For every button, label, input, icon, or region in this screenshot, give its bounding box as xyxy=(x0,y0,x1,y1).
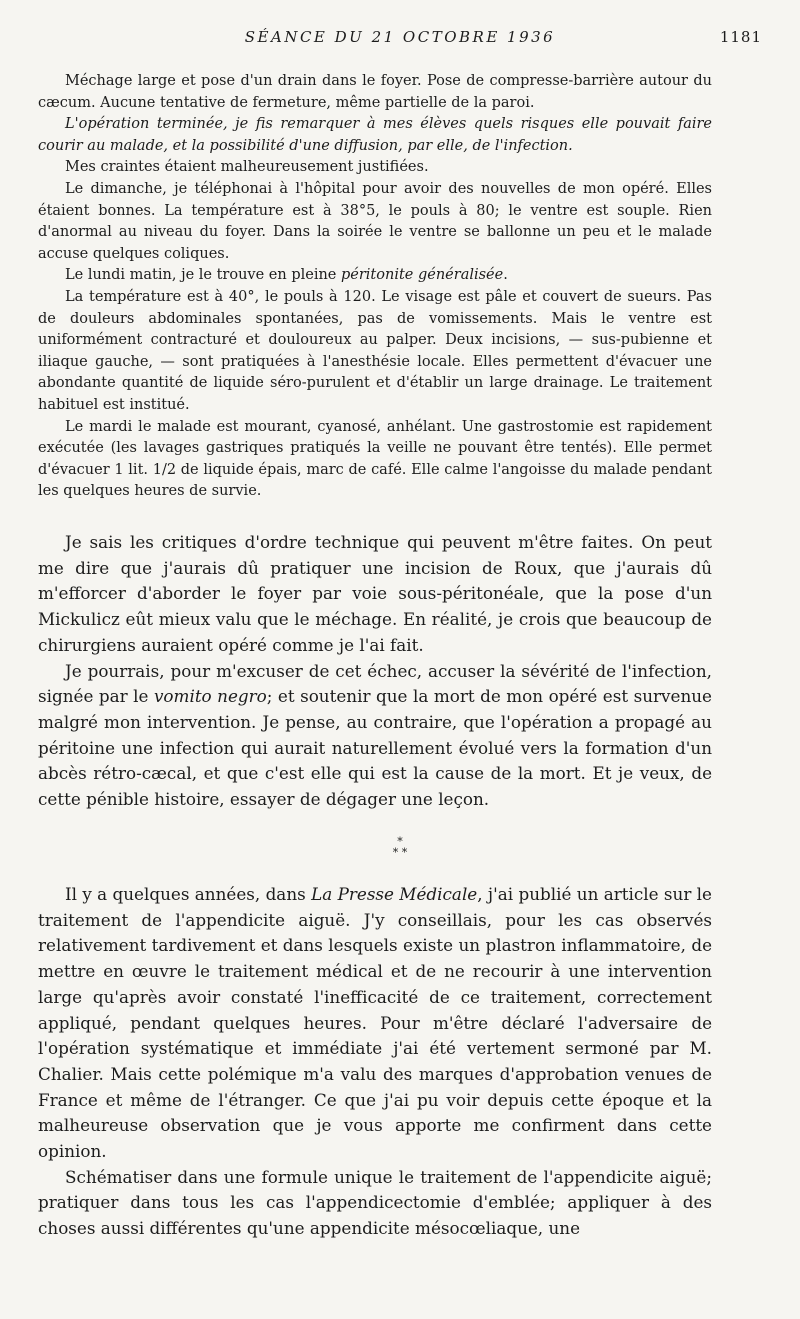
asterisk-top: * xyxy=(397,835,403,848)
case-report-section xyxy=(38,71,712,503)
section-separator xyxy=(0,836,800,858)
paragraph xyxy=(38,659,712,813)
paragraph xyxy=(38,265,712,287)
page-number: 1181 xyxy=(719,28,762,46)
text-span: , j'ai publié un article sur le traitement de l'appendicite aiguë. J'y conseillais, pour les cas observés relativement tardivement et dans lesquels existe un plastron inflammatoire, de mettre en œuvre le traitement médical et de ne recourir à une intervention large qu'après avoir constaté l'inefficacité de ce traitement, correctement appliqué, pendant quelques heures. Pour m'être déclaré l'adversaire de l'opération systématique et immédiate j'ai été vertement sermoné par M. Chalier. Mais cette polémique m'a valu des marques d'approbation venues de France et même de l'étranger. Ce que j'ai pu voir depuis cette époque et la malheureuse observation que je vous apporte me confirment dans cette opinion. xyxy=(38,884,712,1162)
discussion-section xyxy=(38,530,712,813)
page-header xyxy=(0,28,800,52)
text-span: ; et soutenir que la mort de mon opéré est survenue malgré mon intervention. Je pense, au contraire, que l'opération a propagé au péritoine une infection qui aurait naturellement évolué vers la formation d'un abcès rétro-cæcal, et que c'est elle qui est la cause de la mort. Et je veux, de cette pénible histoire, essayer de dégager une leçon. xyxy=(38,686,712,810)
paragraph: Méchage large et pose d'un drain dans le foyer. Pose de compresse-barrière autour du cæcum. Aucune tentative de fermeture, même partielle de la paroi. xyxy=(38,73,712,111)
paragraph: La température est à 40°, le pouls à 120. Le visage est pâle et couvert de sueurs. Pas de douleurs abdominales spontanées, pas de vomissements. Mais le ventre est uniformément contracturé et douloureux au palper. Deux incisions, — sus-pubienne et iliaque gauche, — sont pratiquées à l'anesthésie locale. Elles permettent d'évacuer une abondante quantité de liquide séro-purulent et d'établir un large drainage. Le traitement habituel est institué. xyxy=(38,288,712,413)
commentary-section xyxy=(38,882,712,1242)
paragraph: L'opération terminée, je fis remarquer à mes élèves quels risques elle pouvait faire courir au malade, et la possibilité d'une diffusion, par elle, de l'infection. xyxy=(38,116,712,154)
paragraph: Schématiser dans une formule unique le traitement de l'appendicite aiguë; pratiquer dans tous les cas l'appendicectomie d'emblée; appliquer à des choses aussi différentes qu'une appendicite mésocœliaque, une xyxy=(38,1166,712,1239)
paragraph: Mes craintes étaient malheureusement justifiées. xyxy=(65,159,429,176)
italic-term: péritonite généralisée xyxy=(341,267,504,284)
asterisk-bottom: * * xyxy=(392,846,408,859)
running-title: SÉANCE DU 21 OCTOBRE 1936 xyxy=(244,28,556,46)
paragraph xyxy=(38,882,712,1165)
italic-term: vomito negro xyxy=(153,686,267,707)
paragraph: Le dimanche, je téléphonai à l'hôpital pour avoir des nouvelles de mon opéré. Elles étaient bonnes. La température est à 38°5, le pouls à 80; le ventre est souple. Rien d'anormal au niveau du foyer. Dans la soirée le ventre se ballonne un peu et le malade accuse quelques coliques. xyxy=(38,180,712,262)
paragraph: Le mardi le malade est mourant, cyanosé, anhélant. Une gastrostomie est rapidement exécutée (les lavages gastriques pratiqués la veille ne pouvant être tentés). Elle permet d'évacuer 1 lit. 1/2 de liquide épais, marc de café. Elle calme l'angoisse du malade pendant les quelques heures de survie. xyxy=(38,418,712,500)
text-span: . xyxy=(503,267,508,284)
text-span: Je pourrais, pour m'excuser de cet échec, accuser la sévérité de l'infection, signée par le xyxy=(38,660,712,707)
paragraph: Je sais les critiques d'ordre technique qui peuvent m'être faites. On peut me dire que j'aurais dû pratiquer une incision de Roux, que j'aurais dû m'efforcer d'aborder le foyer par voie sous-péritonéale, que la pose d'un Mickulicz eût mieux valu que le méchage. En réalité, je crois que beaucoup de chirurgiens auraient opéré comme je l'ai fait. xyxy=(38,532,712,655)
journal-title: La Presse Médicale xyxy=(311,884,478,904)
text-span: Il y a quelques années, dans xyxy=(65,884,312,904)
text-span: Le lundi matin, je le trouve en pleine xyxy=(65,267,341,284)
